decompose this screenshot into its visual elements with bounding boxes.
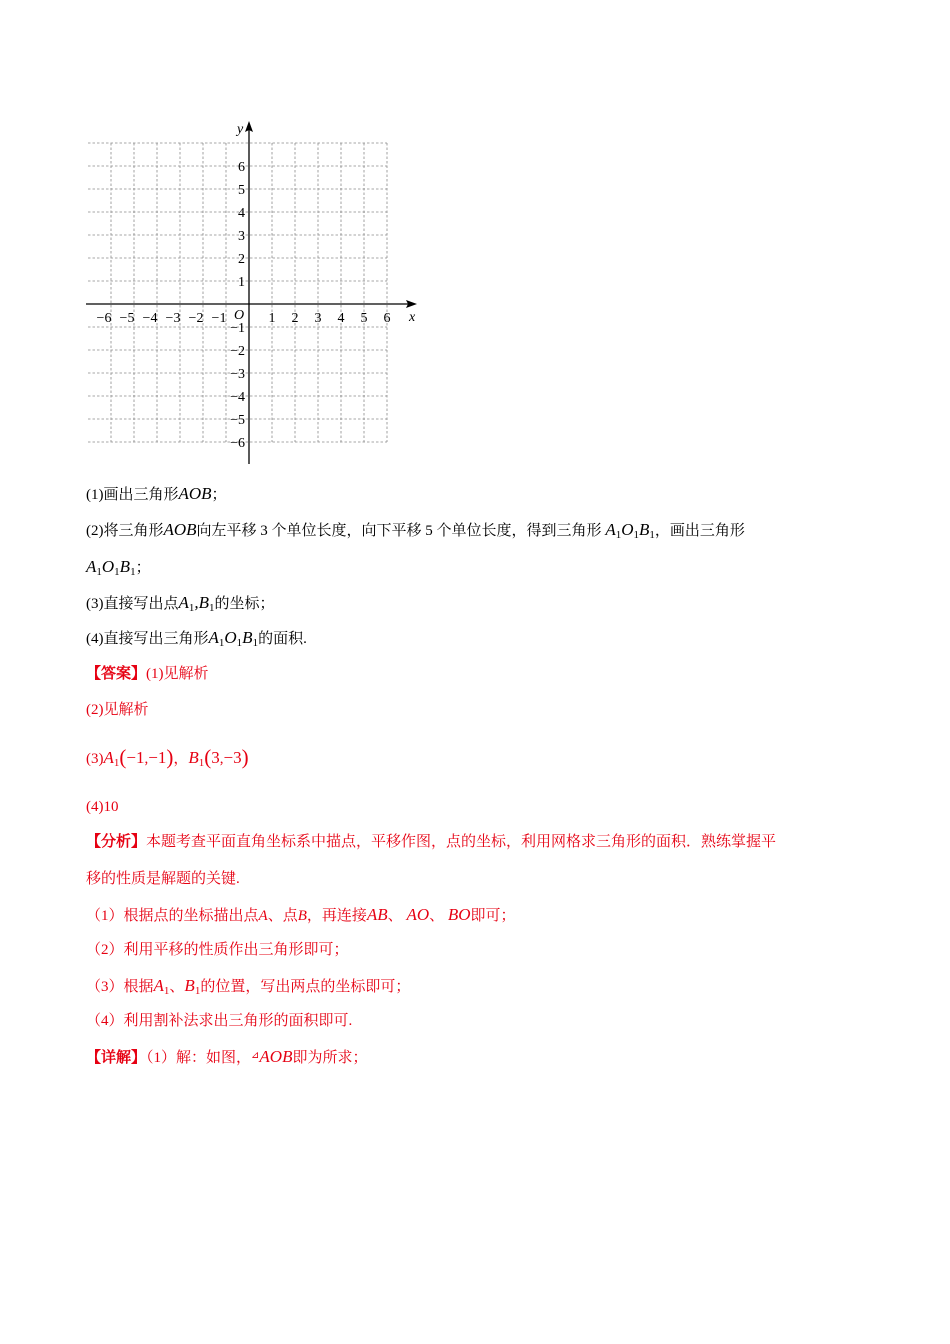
analysis-step-2: （2）利用平移的性质作出三角形即可； xyxy=(86,942,349,958)
question-2-line-2: $A_1O_1B_1$； xyxy=(86,557,151,578)
coordinate-grid-figure xyxy=(80,118,420,470)
x-tick-label: 6 xyxy=(383,311,391,326)
y-tick-label: 6 xyxy=(238,160,245,175)
y-tick-label: −5 xyxy=(230,413,245,428)
question-2-line-1: (2)将三角形AOB向左平移 3 个单位长度，向下平移 5 个单位长度，得到三角形 $A_1O_1B_1$，画出三角形 xyxy=(86,520,745,541)
detail-line-1: 【详解】（1）解：如图，⊿AOB即为所求； xyxy=(86,1047,368,1066)
x-axis-label: x xyxy=(409,310,416,325)
question-4: (4)直接写出三角形$A_1O_1B_1$的面积. xyxy=(86,628,307,649)
analysis-line-1: 【分析】本题考查平面直角坐标系中描点，平移作图，点的坐标，利用网格求三角形的面积．熟练掌握平 xyxy=(86,834,777,850)
y-tick-label: −2 xyxy=(230,344,245,359)
y-tick-label: −6 xyxy=(230,436,245,451)
x-tick-label: 5 xyxy=(360,311,368,326)
y-tick-label: 5 xyxy=(238,183,245,198)
y-tick-label: 2 xyxy=(238,252,245,267)
answer-3: $(3)A_1(-1,-1)$，$B_1(3,-3)$ xyxy=(86,745,249,769)
y-tick-label: 4 xyxy=(238,206,245,221)
question-3: (3)直接写出点$A_1,B_1$的坐标； xyxy=(86,593,275,614)
x-tick-label: −1 xyxy=(211,311,227,326)
analysis-label: 【分析】 xyxy=(86,834,147,850)
y-tick-label: 1 xyxy=(238,275,245,290)
x-tick-label: −3 xyxy=(165,311,181,326)
analysis-step-3: （3）根据$A_1$、$B_1$的位置，写出两点的坐标即可； xyxy=(86,976,411,997)
y-tick-label: −4 xyxy=(230,390,245,405)
x-tick-label: −4 xyxy=(142,311,158,326)
answer-4: (4)10 xyxy=(86,799,119,815)
x-tick-label: 1 xyxy=(268,311,276,326)
answer-1: 【答案】(1)见解析 xyxy=(86,666,209,682)
y-tick-label: −1 xyxy=(230,321,245,336)
answer-label: 【答案】 xyxy=(86,666,147,682)
question-1: (1)画出三角形AOB； xyxy=(86,484,227,503)
x-tick-label: 4 xyxy=(337,311,345,326)
coordinate-grid-svg xyxy=(80,118,420,470)
x-tick-label: −2 xyxy=(188,311,204,326)
x-tick-label: 3 xyxy=(314,311,322,326)
detail-label: 【详解】 xyxy=(86,1050,147,1066)
x-tick-label: −6 xyxy=(96,311,112,326)
analysis-step-1: （1）根据点的坐标描出点A、点B，再连接AB、 AO、 BO即可； xyxy=(86,905,516,924)
answer-2: (2)见解析 xyxy=(86,702,149,718)
y-axis-label: y xyxy=(237,122,244,137)
y-tick-label: 3 xyxy=(238,229,245,244)
x-tick-label: 2 xyxy=(291,311,299,326)
origin-label: O xyxy=(234,308,245,323)
analysis-step-4: （4）利用割补法求出三角形的面积即可. xyxy=(86,1013,353,1029)
y-tick-label: −3 xyxy=(230,367,245,382)
analysis-line-2: 移的性质是解题的关键. xyxy=(86,871,240,887)
x-tick-label: −5 xyxy=(119,311,135,326)
